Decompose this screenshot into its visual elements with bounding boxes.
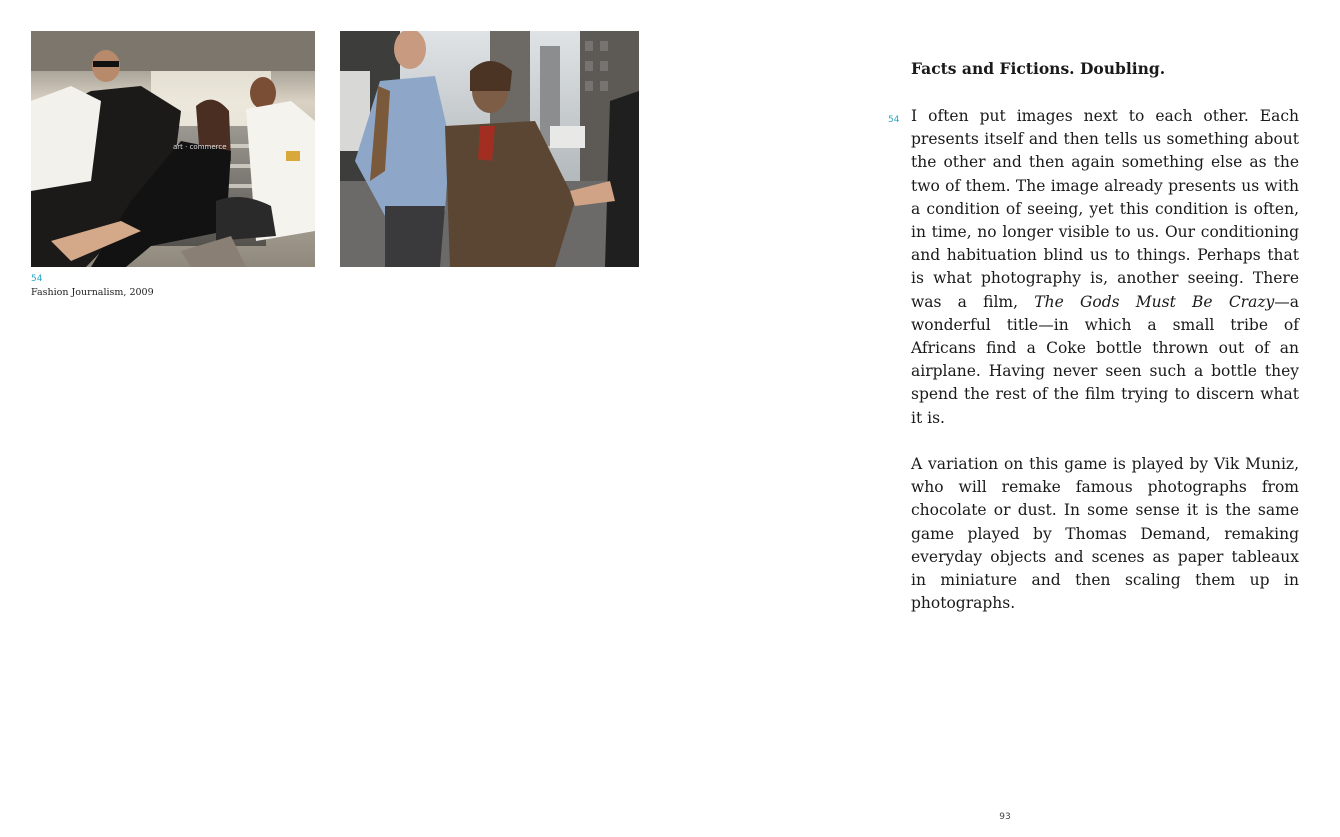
watermark-text: art · commerce (173, 143, 227, 151)
airplane-scene-photo (31, 31, 315, 267)
essay-title: Facts and Fictions. Doubling. (911, 59, 1166, 78)
essay-column (888, 59, 1300, 615)
paragraph-1-text-b: —a wonderful title—in which a small tribe of Africans find a Coke bottle thrown out of an airplane. Having never seen such a bottle they spend the rest of the film trying to discern what it is. (911, 292, 1300, 427)
paragraph-1-text-a: I often put images next to each other. Each presents itself and then tells us something about the other and then again something else as the two of them. The image already presents us with a condition of seeing, yet this condition is often, in time, no longer visible to us. Our conditioning and habituation blind us to things. Perhaps that is what photography is, another seeing. There was a film, (911, 107, 1299, 311)
figure-caption: Fashion Journalism, 2009 (31, 287, 154, 298)
essay-paragraph-1 (888, 105, 1300, 430)
street-scene-photo (340, 31, 639, 267)
page-number: 93 (999, 812, 1011, 822)
essay-paragraph-2: A variation on this game is played by Vik Muniz, who will remake famous photographs from chocolate or dust. In some sense it is the same game played by Thomas Demand, remaking everyday objects and scenes as paper tableaux in miniature and then scaling them up in photographs. (911, 455, 1299, 613)
figure-reference-number: 54 (31, 274, 43, 284)
film-title: The Gods Must Be Crazy (1034, 292, 1275, 311)
essay-reference-number: 54 (888, 115, 900, 125)
